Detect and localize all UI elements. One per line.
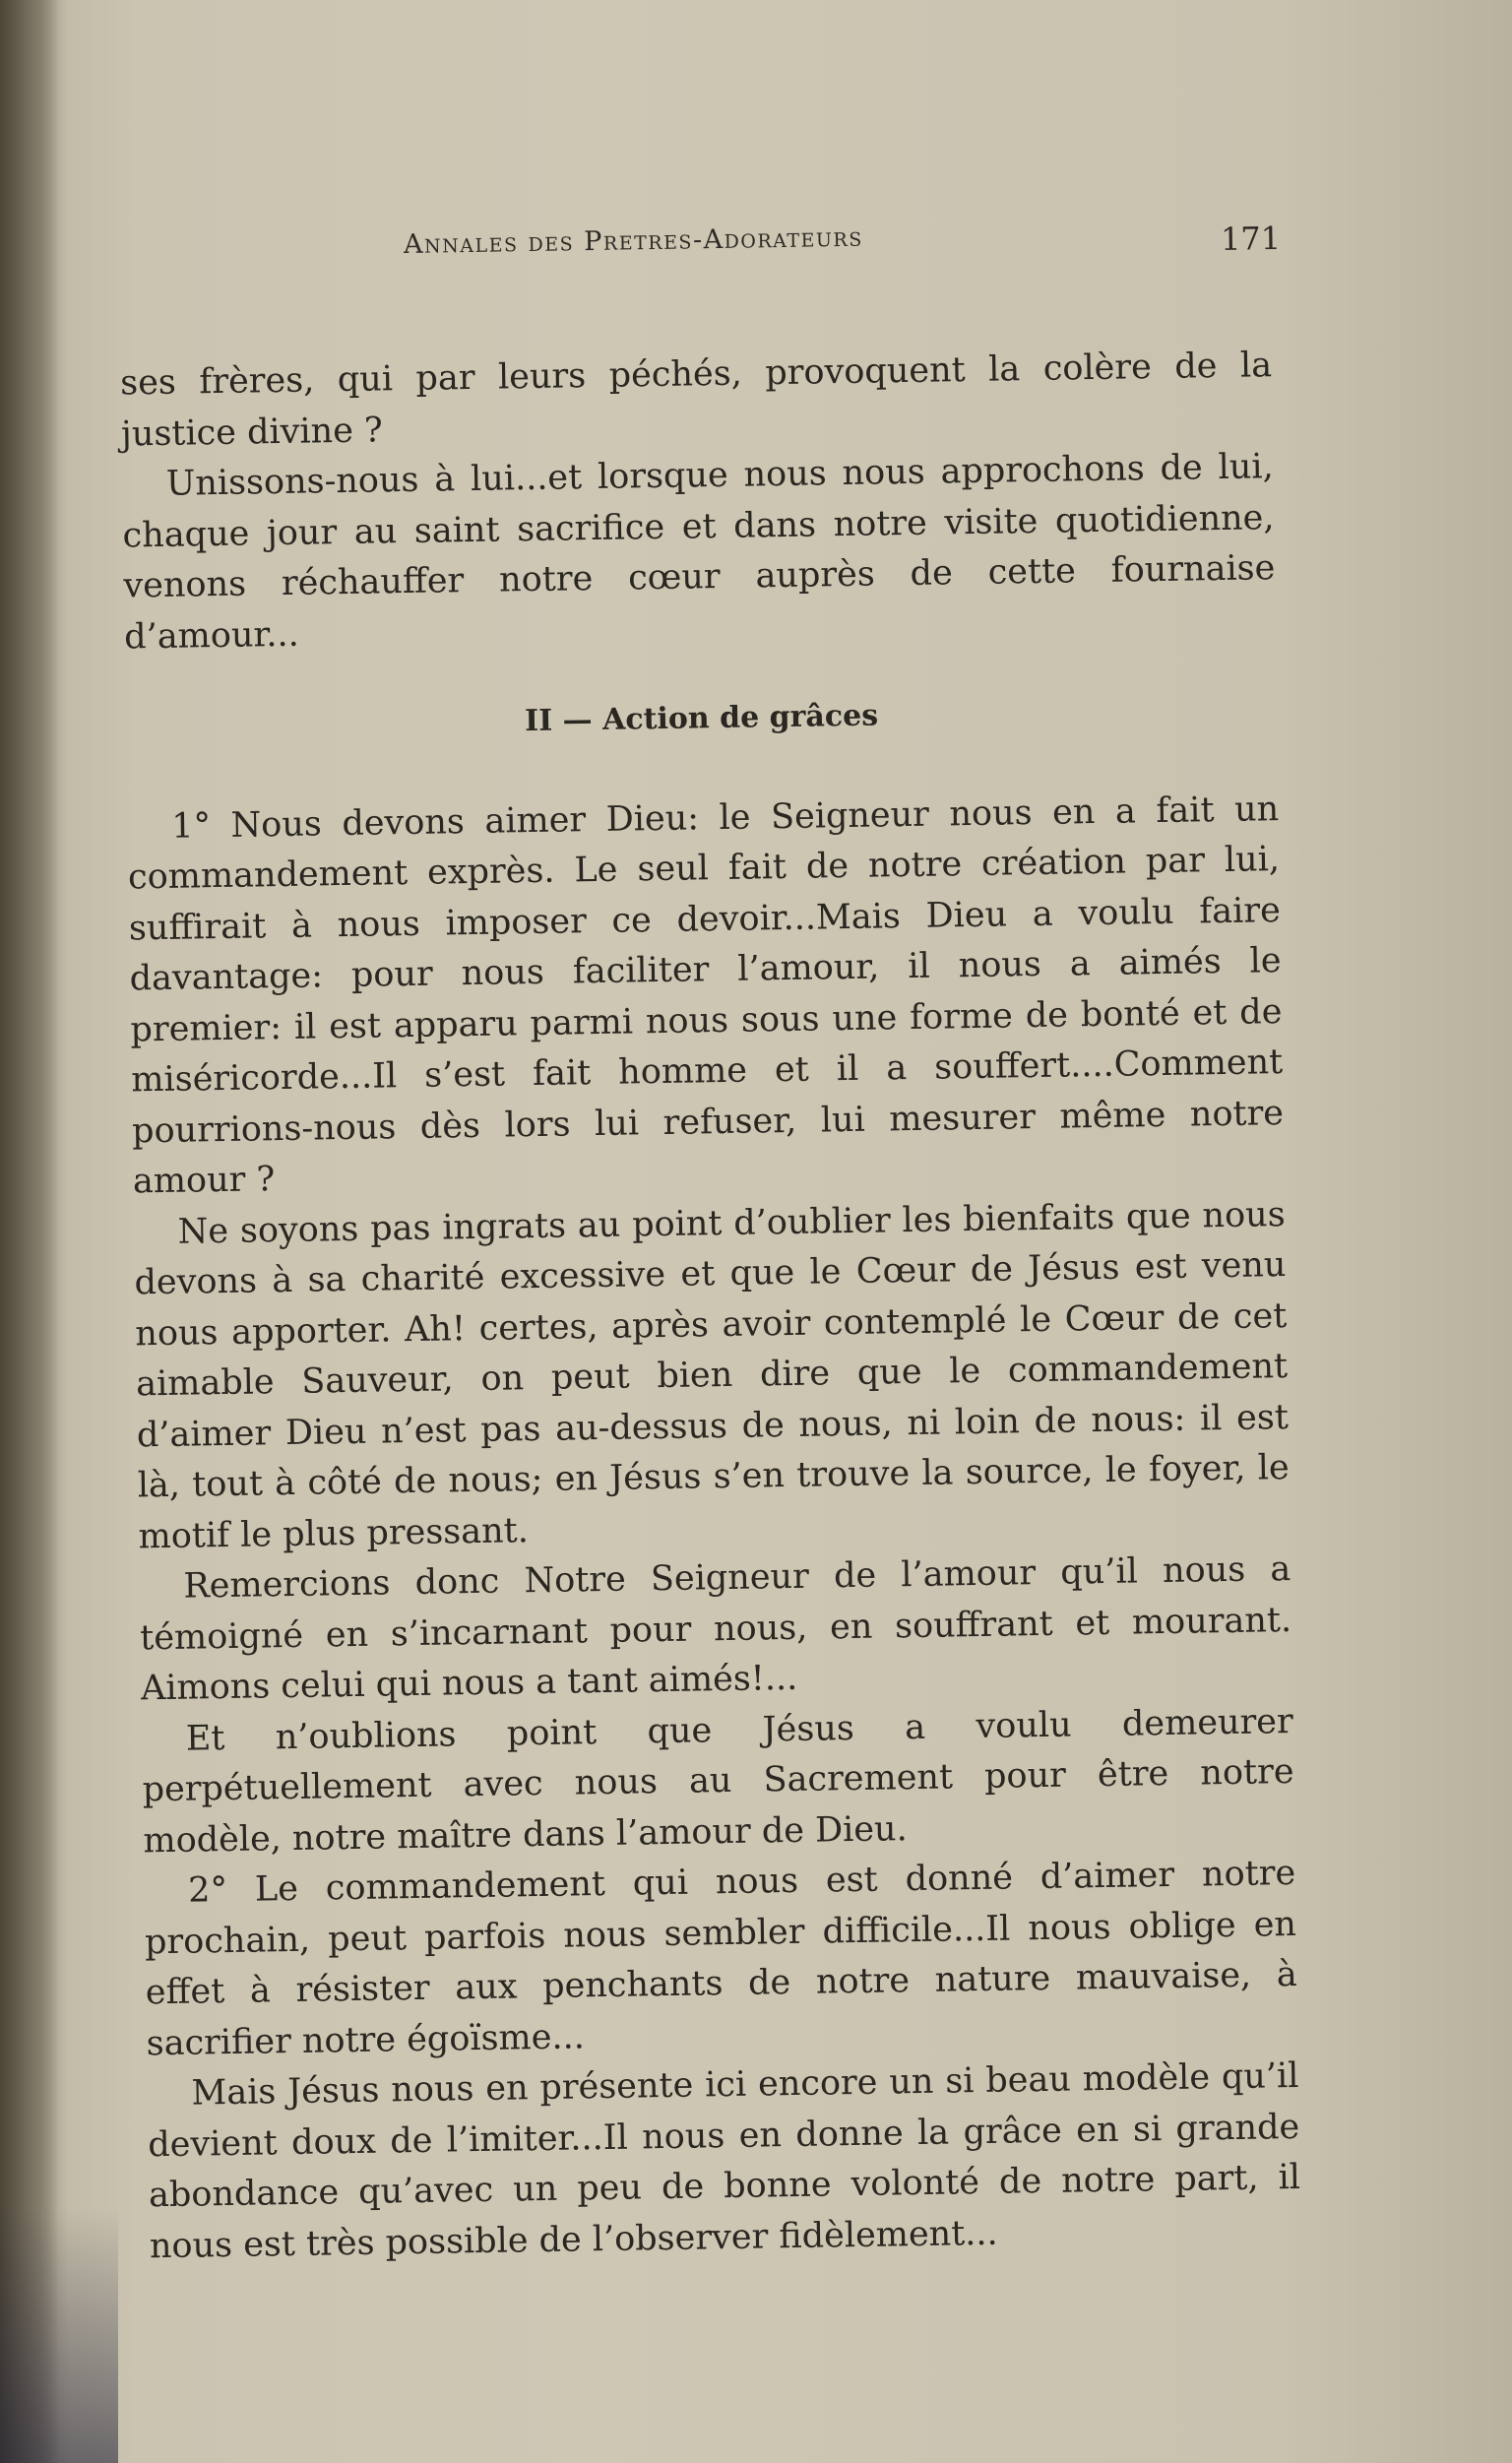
paragraph: Unissons-nous à lui...et lorsque nous nous approchons de lui, chaque jour au saint sacrifice et dans notre visite quotidienne, venons réchauffer notre cœur auprès de cette fournaise d’amour... [122,447,1276,657]
paragraph: 1° Nous devons aimer Dieu: le Seigneur nous en a fait un commandement exprès. Le seul fait de notre création par lui, suffirait à nous imposer ce devoir...Mais Dieu a voulu faire davantage: pour nous faciliter l’amour, il nous a aimés le premier: il est apparu parmi nous sous une forme de bonté et de miséricorde...Il s’est fait homme et il a souffert....Comment pourrions-nous dès lors lui refuser, lui mesurer même notre amour ? [127,789,1285,1202]
page-content [114,0,1301,2266]
body-text [120,341,1301,2272]
section-heading: II — Action de grâces [524,698,879,739]
page-number: 171 [1220,219,1282,258]
paragraph: Et n’oublions point que Jésus a voulu demeurer perpétuellement avec nous au Sacrement pour être notre modèle, notre maître dans l’amour de Dieu. [142,1701,1294,1861]
book-spine-shadow [0,0,59,2463]
paragraph: Remercions donc Notre Seigneur de l’amour qu’il nous a témoigné en s’incarnant pour nous, en souffrant et mourant. Aimons celui qui nous a tant aimés!... [139,1548,1292,1709]
paragraph: ses frères, qui par leurs péchés, provoquent la colère de la justice divine ? [119,346,1273,455]
corner-shadow [0,2207,118,2463]
paragraph: Ne soyons pas ingrats au point d’oublier les bienfaits que nous devons à sa charité excessive et que le Cœur de Jésus est venu nous apporter. Ah! certes, après avoir contemplé le Cœur de cet aimable Sauveur, on peut bien dire que le commandement d’aimer Dieu n’est pas au-dessus de nous, ni loin de nous: il est là, tout à côté de nous; en Jésus s’en trouve la source, le foyer, le motif le plus pressant. [134,1194,1290,1556]
running-head: Annales des Pretres-Adorateurs [403,221,863,260]
paragraph: Mais Jésus nous en présente ici encore un si beau modèle qu’il devient doux de l’imiter...Il nous en donne la grâce en si grande abondance qu’avec un peu de bonne volonté de notre part, il nous est très possible de l’observer fidèlement... [147,2055,1301,2266]
paragraph: 2° Le commandement qui nous est donné d’aimer notre prochain, peut parfois nous sembler difficile...Il nous oblige en effet à résister aux penchants de notre nature mauvaise, à sacrifier notre égoïsme... [144,1853,1298,2063]
